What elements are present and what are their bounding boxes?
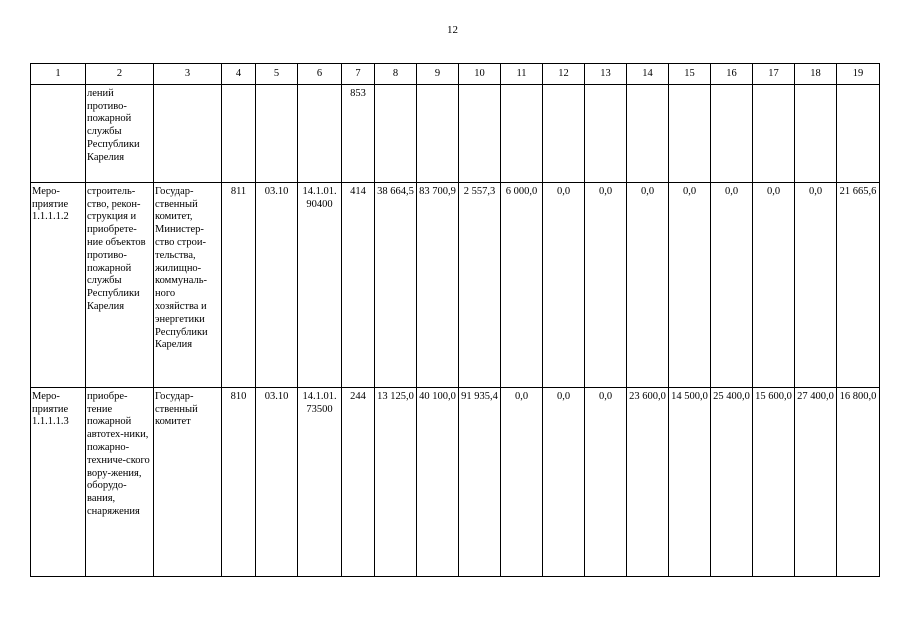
amount-cell bbox=[837, 84, 880, 182]
grbs-code-cell: 811 bbox=[222, 182, 256, 387]
amount-cell: 2 557,3 bbox=[459, 182, 501, 387]
column-header: 11 bbox=[501, 64, 543, 85]
column-header: 14 bbox=[627, 64, 669, 85]
amount-cell bbox=[375, 84, 417, 182]
column-header: 5 bbox=[256, 64, 298, 85]
amount-cell: 0,0 bbox=[543, 182, 585, 387]
amount-cell: 13 125,0 bbox=[375, 387, 417, 576]
table-row bbox=[31, 84, 880, 182]
column-header: 7 bbox=[342, 64, 375, 85]
amount-cell: 0,0 bbox=[585, 387, 627, 576]
table-row bbox=[31, 387, 880, 576]
column-header: 8 bbox=[375, 64, 417, 85]
amount-cell: 27 400,0 bbox=[795, 387, 837, 576]
section-code-cell: 03.10 bbox=[256, 182, 298, 387]
amount-cell: 0,0 bbox=[585, 182, 627, 387]
amount-cell: 38 664,5 bbox=[375, 182, 417, 387]
measure-name-cell: приобре-тение пожарной автотех-ники, пожарно-техниче-ского вору-жения, оборудо-вания, снаряжения bbox=[86, 387, 154, 576]
target-article-cell bbox=[298, 84, 342, 182]
amount-cell bbox=[627, 84, 669, 182]
measure-name-cell: лений противо-пожарной службы Республики Карелия bbox=[86, 84, 154, 182]
amount-cell bbox=[417, 84, 459, 182]
amount-cell: 16 800,0 bbox=[837, 387, 880, 576]
column-header: 13 bbox=[585, 64, 627, 85]
measure-id-cell bbox=[31, 84, 86, 182]
amount-cell: 0,0 bbox=[753, 182, 795, 387]
amount-cell: 21 665,6 bbox=[837, 182, 880, 387]
amount-cell: 6 000,0 bbox=[501, 182, 543, 387]
amount-cell bbox=[501, 84, 543, 182]
amount-cell bbox=[459, 84, 501, 182]
amount-cell: 83 700,9 bbox=[417, 182, 459, 387]
executor-cell bbox=[154, 84, 222, 182]
column-header: 17 bbox=[753, 64, 795, 85]
column-header: 2 bbox=[86, 64, 154, 85]
expense-type-cell: 244 bbox=[342, 387, 375, 576]
target-article-cell: 14.1.01. 90400 bbox=[298, 182, 342, 387]
amount-cell: 14 500,0 bbox=[669, 387, 711, 576]
amount-cell bbox=[753, 84, 795, 182]
expense-type-cell: 853 bbox=[342, 84, 375, 182]
column-header: 15 bbox=[669, 64, 711, 85]
amount-cell: 15 600,0 bbox=[753, 387, 795, 576]
column-header: 9 bbox=[417, 64, 459, 85]
expense-type-cell: 414 bbox=[342, 182, 375, 387]
amount-cell: 40 100,0 bbox=[417, 387, 459, 576]
grbs-code-cell: 810 bbox=[222, 387, 256, 576]
column-header: 1 bbox=[31, 64, 86, 85]
section-code-cell bbox=[256, 84, 298, 182]
measure-name-cell: строитель-ство, рекон-струкция и приобрете-ние объектов противо-пожарной службы Республики Карелия bbox=[86, 182, 154, 387]
executor-cell: Государ-ственный комитет bbox=[154, 387, 222, 576]
amount-cell: 0,0 bbox=[627, 182, 669, 387]
section-code-cell: 03.10 bbox=[256, 387, 298, 576]
amount-cell: 91 935,4 bbox=[459, 387, 501, 576]
grbs-code-cell bbox=[222, 84, 256, 182]
amount-cell: 25 400,0 bbox=[711, 387, 753, 576]
target-article-cell: 14.1.01. 73500 bbox=[298, 387, 342, 576]
amount-cell: 23 600,0 bbox=[627, 387, 669, 576]
column-header: 10 bbox=[459, 64, 501, 85]
executor-cell: Государ-ственный комитет, Министер-ство строи-тельства, жилищно-коммуналь-ного хозяйства и энергетики Республики Карелия bbox=[154, 182, 222, 387]
amount-cell bbox=[795, 84, 837, 182]
amount-cell: 0,0 bbox=[711, 182, 753, 387]
page-number: 12 bbox=[447, 24, 458, 36]
column-header: 19 bbox=[837, 64, 880, 85]
column-header: 3 bbox=[154, 64, 222, 85]
amount-cell bbox=[585, 84, 627, 182]
amount-cell: 0,0 bbox=[795, 182, 837, 387]
measure-id-cell: Меро-приятие 1.1.1.1.2 bbox=[31, 182, 86, 387]
amount-cell: 0,0 bbox=[669, 182, 711, 387]
column-header: 16 bbox=[711, 64, 753, 85]
column-header: 6 bbox=[298, 64, 342, 85]
budget-table bbox=[30, 63, 880, 577]
column-header: 4 bbox=[222, 64, 256, 85]
amount-cell: 0,0 bbox=[501, 387, 543, 576]
table-row bbox=[31, 182, 880, 387]
measure-id-cell: Меро-приятие 1.1.1.1.3 bbox=[31, 387, 86, 576]
amount-cell bbox=[543, 84, 585, 182]
column-header: 12 bbox=[543, 64, 585, 85]
amount-cell bbox=[669, 84, 711, 182]
amount-cell: 0,0 bbox=[543, 387, 585, 576]
table-header-row bbox=[31, 64, 880, 85]
column-header: 18 bbox=[795, 64, 837, 85]
amount-cell bbox=[711, 84, 753, 182]
